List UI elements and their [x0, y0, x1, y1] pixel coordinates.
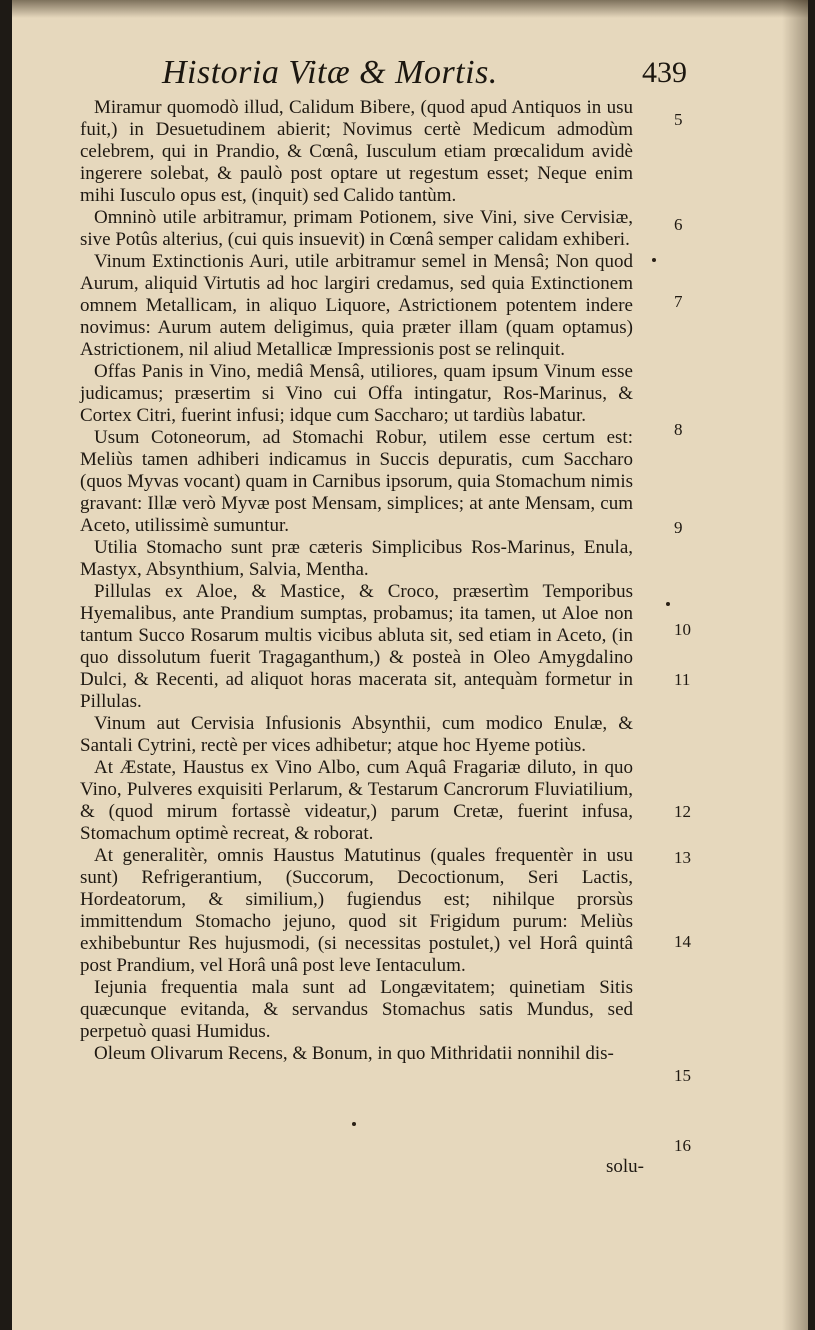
- paragraph: Iejunia frequentia mala sunt ad Longævitatem; quinetiam Sitis quæcunque evitanda, & servandus Stomachus satis Mundus, sed perpetuò quasi Humidus.: [80, 977, 633, 1042]
- paragraph: Offas Panis in Vino, mediâ Mensâ, utiliores, quam ipsum Vinum esse judicamus; præsertim si Vino cui Offa intingatur, Ros-Marinus, & Cortex Citri, fuerint infusi; idque cum Saccharo; ut tardiùs labatur.: [80, 361, 633, 426]
- page-number: 439: [642, 56, 687, 89]
- running-title: Historia Vitæ & Mortis.: [162, 54, 498, 91]
- catchword: solu-: [606, 1156, 644, 1177]
- page-header: [12, 54, 808, 98]
- margin-number: 7: [674, 292, 683, 311]
- paragraph: Vinum aut Cervisia Infusionis Absynthii, cum modico Enulæ, & Santali Cytrini, rectè per vices adhibetur; atque hoc Hyeme potiùs.: [80, 713, 633, 756]
- margin-number: 15: [674, 1066, 691, 1085]
- paragraph: Usum Cotoneorum, ad Stomachi Robur, utilem esse certum est: Meliùs tamen adhiberi indicamus in Succis depuratis, cum Saccharo (quos Myvas vocant) quam in Carnibus ipsorum, quia Stomachum nimis gravant: Illæ verò Myvæ post Mensam, simplices; at ante Mensam, cum Aceto, utilissimè sumuntur.: [80, 427, 633, 536]
- margin-number: 8: [674, 420, 683, 439]
- paragraph: Pillulas ex Aloe, & Mastice, & Croco, præsertìm Temporibus Hyemalibus, ante Prandium sumptas, probamus; ita tamen, ut Aloe non tantum Succo Rosarum multis vicibus abluta sit, sed etiam in Aceto, (in quo dissolutum fuerit Tragaganthum,) & posteà in Oleo Amygdalino Dulci, & Recenti, ad aliquot horas macerata sit, antequàm formetur in Pillulas.: [80, 581, 633, 712]
- ink-speck: [352, 1122, 356, 1126]
- margin-number: 13: [674, 848, 691, 867]
- paragraph: Utilia Stomacho sunt præ cæteris Simplicibus Ros-Marinus, Enula, Mastyx, Absynthium, Salvia, Mentha.: [80, 537, 633, 580]
- paragraph: Miramur quomodò illud, Calidum Bibere, (quod apud Antiquos in usu fuit,) in Desuetudinem abierit; Novimus certè Medicum admodùm celebrem, qui in Prandio, & Cœnâ, Iusculum etiam prœcalidum avidè ingerere solebat, & paulò post optare ut regestum esset; Neque enim mihi Iusculo opus est, (inquit) sed Calido tantùm.: [80, 97, 633, 206]
- paragraph: At Æstate, Haustus ex Vino Albo, cum Aquâ Fragariæ diluto, in quo Vino, Pulveres exquisiti Perlarum, & Testarum Cancrorum Fluviatilium, & (quod mirum fortassè videatur,) parum Cretæ, fuerint infusa, Stomachum optimè recreat, & roborat.: [80, 757, 633, 844]
- margin-number: 14: [674, 932, 691, 951]
- paragraph: At generalitèr, omnis Haustus Matutinus (quales frequentèr in usu sunt) Refrigerantium, (Succorum, Decoctionum, Seri Lactis, Hordeatorum, & similium,) fugiendus est; nihilque prorsùs immittendum Stomacho jejuno, quod sit Frigidum purum: Meliùs exhibebuntur Res hujusmodi, (si necessitas postulet,) vel Horâ quintâ post Prandium, vel Horâ unâ post leve Ientaculum.: [80, 845, 633, 976]
- ink-speck: [666, 602, 670, 606]
- margin-number: 11: [674, 670, 691, 689]
- paragraph: Vinum Extinctionis Auri, utile arbitramur semel in Mensâ; Non quod Aurum, aliquid Virtutis ad hoc largiri credamus, sed quia Extinctionem omnem Metallicam, in aliquo Liquore, Astrictionem potentem indere novimus: Aurum autem deligimus, quia præter illam (quam optamus) Astrictionem, nil aliud Metallicæ Impressionis post se relinquit.: [80, 251, 633, 360]
- margin-number: 9: [674, 518, 683, 537]
- ink-speck: [652, 258, 656, 262]
- book-page: [12, 0, 808, 1330]
- margin-number: 5: [674, 110, 683, 129]
- page-edge-shadow: [782, 0, 808, 1330]
- paragraph: Omninò utile arbitramur, primam Potionem, sive Vini, sive Cervisiæ, sive Potûs alterius, (cui quis insuevit) in Cœnâ semper calidam exhiberi.: [80, 207, 633, 250]
- body-text: [80, 97, 633, 1065]
- page-top-shadow: [12, 0, 808, 18]
- paragraph: Oleum Olivarum Recens, & Bonum, in quo Mithridatii nonnihil dis-: [94, 1043, 614, 1064]
- margin-number: 16: [674, 1136, 691, 1155]
- margin-number: 10: [674, 620, 691, 639]
- margin-number: 6: [674, 215, 683, 234]
- margin-number: 12: [674, 802, 691, 821]
